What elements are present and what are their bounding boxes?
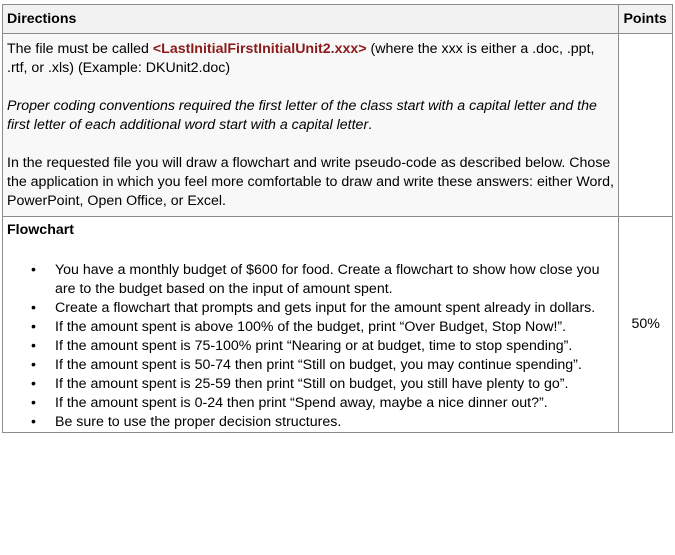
bullet-icon: •	[31, 376, 36, 392]
directions-header: Directions	[3, 5, 619, 34]
list-item-text: If the amount spent is 25-59 then print “Still on budget, you still have plenty to go”.	[55, 376, 569, 392]
list-item-text: Create a flowchart that prompts and gets input for the amount spent already in dollars.	[55, 300, 596, 316]
list-item-text: You have a monthly budget of $600 for food. Create a flowchart to show how close you are to the budget based on the input of amount spent.	[55, 262, 600, 297]
flowchart-title: Flowchart	[7, 222, 75, 238]
list-item	[31, 261, 614, 299]
list-item	[31, 356, 614, 375]
flowchart-cell	[3, 217, 619, 433]
list-item-text: If the amount spent is 0-24 then print “Spend away, maybe a nice dinner out?”.	[55, 395, 548, 411]
flowchart-requirements-list	[7, 261, 614, 432]
filename-instructions	[7, 40, 614, 78]
directions-points-cell	[619, 34, 673, 217]
list-item	[31, 375, 614, 394]
coding-conventions-note	[7, 97, 614, 135]
list-item-text: If the amount spent is above 100% of the budget, print “Over Budget, Stop Now!”.	[55, 319, 567, 335]
list-item	[31, 337, 614, 356]
directions-row	[3, 34, 673, 217]
table-header-row	[3, 5, 673, 34]
filename-intro: The file must be called	[7, 41, 153, 57]
flowchart-row	[3, 217, 673, 433]
bullet-icon: •	[31, 414, 36, 430]
points-header: Points	[619, 5, 673, 34]
directions-cell	[3, 34, 619, 217]
bullet-icon: •	[31, 262, 36, 278]
list-item-text: If the amount spent is 75-100% print “Nearing or at budget, time to stop spending”.	[55, 338, 573, 354]
bullet-icon: •	[31, 319, 36, 335]
application-instructions: In the requested file you will draw a flowchart and write pseudo-code as described below. Chose the application in which you feel more comfortable to draw and write these answers: either Word, PowerPoint, Open Office, or Excel.	[7, 155, 614, 209]
bullet-icon: •	[31, 300, 36, 316]
bullet-icon: •	[31, 395, 36, 411]
list-item	[31, 413, 614, 432]
list-item	[31, 299, 614, 318]
bullet-icon: •	[31, 338, 36, 354]
list-item-text: If the amount spent is 50-74 then print “Still on budget, you may continue spending”.	[55, 357, 582, 373]
bullet-icon: •	[31, 357, 36, 373]
assignment-table	[2, 4, 673, 433]
flowchart-points-value: 50%	[619, 217, 673, 433]
filename-details: (where the xxx is either a .doc, .ppt, .rtf, or .xls) (Example: DKUnit2.doc)	[7, 41, 595, 76]
list-item	[31, 318, 614, 337]
required-filename: <LastInitialFirstInitialUnit2.xxx>	[152, 41, 367, 57]
coding-conventions-text: Proper coding conventions required the first letter of the class start with a capital letter and the first letter of each additional word start with a capital letter	[7, 98, 597, 133]
coding-conventions-end: .	[368, 117, 373, 133]
list-item-text: Be sure to use the proper decision structures.	[55, 414, 342, 430]
list-item	[31, 394, 614, 413]
